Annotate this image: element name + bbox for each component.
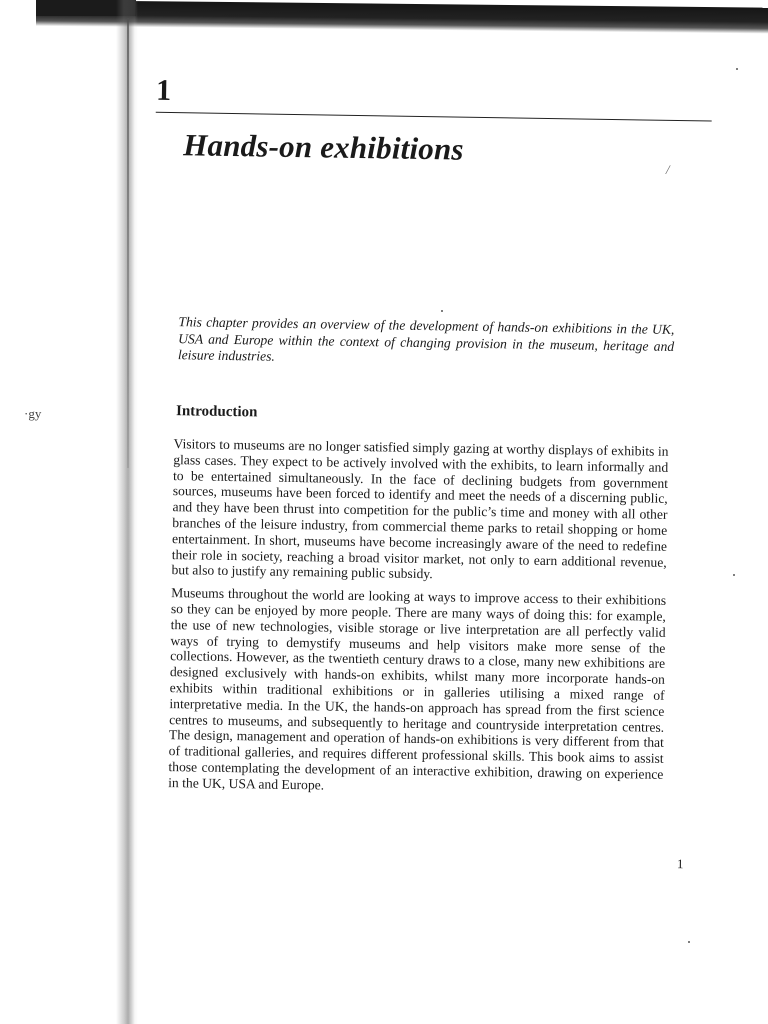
scan-speck bbox=[441, 310, 443, 312]
paragraph: Museums throughout the world are looking at ways to improve access to their exhibitions so they can be enjoyed by more people. There are many ways of doing this: for example, the use of new technologies, visible storage or live interpretation are all perfectly valid ways of trying to demystify museums and help visitors make more sense of the collections. However, as the twentieth century draws to a close, many new exhibitions are designed exclusively with hands-on exhibits, whilst many more incorporate hands-on exhibits within traditional exhibitions or in galleries utilising a mixed range of interpretative media. In the UK, the hands-on approach has spread from the first science centres to museums, and subsequently to heritage and countryside interpretation centres. The design, management and operation of hands-on exhibitions is very different from that of traditional galleries, and requires different professional skills. This book aims to assist those contemplating the development of an interactive exhibition, drawing on experience in the UK, USA and Europe. bbox=[168, 585, 667, 793]
page-number: 1 bbox=[676, 856, 684, 872]
previous-page-text-fragment: ·gy bbox=[24, 406, 42, 421]
chapter-rule bbox=[156, 112, 712, 122]
chapter-number: 1 bbox=[155, 73, 172, 108]
scan-speck bbox=[688, 941, 690, 943]
body-text bbox=[168, 436, 669, 805]
chapter-abstract: This chapter provides an overview of the development of hands-on exhibitions in the UK, USA and Europe within the context of changing provision in the museum, heritage and leisure industries. bbox=[177, 314, 675, 364]
margin-mark: / bbox=[665, 161, 670, 177]
section-heading: Introduction bbox=[175, 403, 258, 421]
paragraph: Visitors to museums are no longer satisfied simply gazing at worthy displays of exhibits in glass cases. They expect to be actively involved with the exhibits, to learn informally and to be entertained simultaneously. In the face of declining budgets from government sources, museums have been forced to identify and meet the needs of a discerning public, and they have been thrust into competition for the public’s time and money with all other branches of the leisure industry, from commercial theme parks to retail shopping or home entertainment. In short, museums have become increasingly aware of the need to redefine their role in society, reaching a broad visitor market, not only to earn additional revenue, but also to justify any remaining public subsidy. bbox=[171, 436, 669, 582]
chapter-title: Hands-on exhibitions bbox=[182, 127, 464, 167]
scan-speck bbox=[733, 574, 735, 576]
scan-speck bbox=[736, 68, 738, 70]
